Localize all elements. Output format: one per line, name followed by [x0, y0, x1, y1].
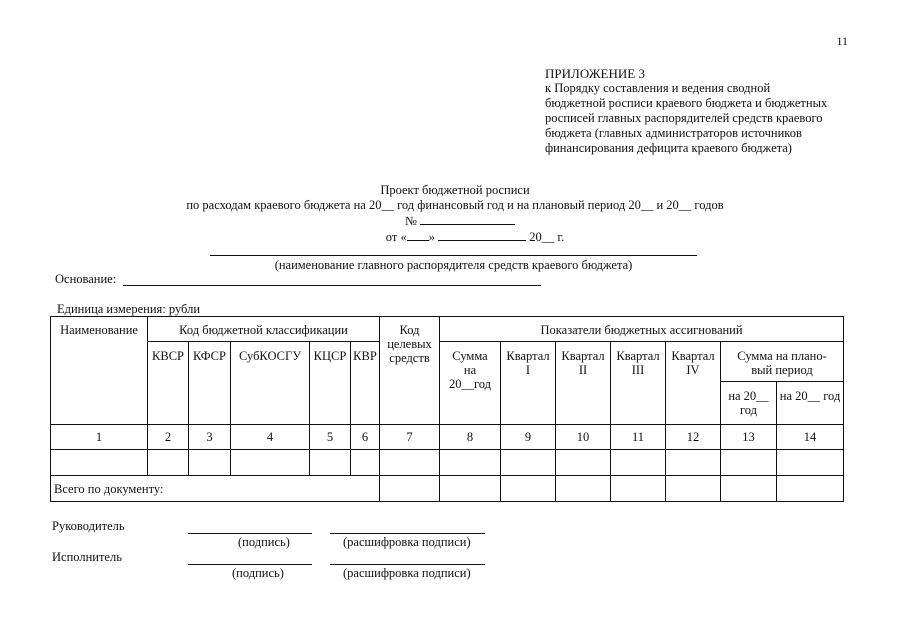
table-cell[interactable] [351, 450, 380, 476]
header-planned-period [721, 342, 844, 382]
header-target-code-text: Код целевых средств [387, 323, 432, 365]
table-cell[interactable] [556, 476, 611, 502]
header-sum-year-text: Сумма на 20__год [448, 349, 492, 391]
date-mid: » [428, 230, 435, 244]
number-field[interactable] [420, 213, 515, 225]
header-target-code [380, 317, 440, 425]
header-kcsr [310, 342, 351, 425]
header-quarter-2 [556, 342, 611, 425]
column-number: 10 [556, 425, 611, 450]
table-cell[interactable] [440, 450, 501, 476]
unit-label: Единица измерения: рубли [57, 302, 201, 316]
header-subkosgu-text: СубКОСГУ [238, 349, 302, 363]
document-number-line [150, 213, 760, 229]
column-number: 9 [501, 425, 556, 450]
table-cell[interactable] [231, 450, 310, 476]
budget-table [50, 316, 844, 502]
table-cell[interactable] [721, 450, 777, 476]
table-cell[interactable] [380, 476, 440, 502]
header-name-text: Наименование [60, 323, 138, 337]
appendix-line: бюджетной росписи краевого бюджета и бюджетных [545, 96, 828, 110]
table-cell[interactable] [189, 450, 231, 476]
appendix-title: ПРИЛОЖЕНИЕ 3 [545, 66, 645, 81]
header-code-group [148, 317, 380, 342]
table-cell[interactable] [556, 450, 611, 476]
header-planned-year-2-text: на 20__ год [779, 389, 841, 403]
appendix-line: к Порядку составления и ведения сводной [545, 81, 771, 95]
table-cell[interactable] [777, 476, 844, 502]
header-kvr-text: КВР [353, 349, 377, 363]
basis-line[interactable] [123, 285, 541, 286]
header-planned-year-1 [721, 382, 777, 425]
table-row [51, 450, 844, 476]
total-label-text: Всего по документу: [54, 482, 164, 496]
column-number: 14 [777, 425, 844, 450]
signature-decode-line-executor[interactable] [330, 564, 485, 565]
signature-role-executor: Исполнитель [52, 550, 122, 564]
header-kvsr-text: КВСР [152, 349, 184, 363]
sign-caption-executor: (подпись) [232, 566, 284, 580]
sign-caption-head: (подпись) [238, 535, 290, 549]
header-quarter-3-text: Квартал III [616, 349, 660, 377]
decode-caption-head: (расшифровка подписи) [343, 535, 471, 549]
table-cell[interactable] [611, 476, 666, 502]
header-planned-year-2 [777, 382, 844, 425]
appendix-line: финансирования дефицита краевого бюджета) [545, 141, 792, 155]
header-quarter-2-text: Квартал II [561, 349, 605, 377]
header-name [51, 317, 148, 425]
date-suffix: 20__ г. [529, 230, 565, 244]
header-kcsr-text: КЦСР [313, 349, 347, 363]
signature-line-executor[interactable] [188, 564, 312, 565]
column-number: 1 [51, 425, 148, 450]
table-cell[interactable] [440, 476, 501, 502]
appendix-block [545, 66, 865, 156]
table-cell[interactable] [501, 476, 556, 502]
header-quarter-1-text: Квартал I [506, 349, 550, 377]
table-cell[interactable] [380, 450, 440, 476]
number-label: № [404, 214, 417, 228]
table-cell[interactable] [310, 450, 351, 476]
document-title-block [150, 183, 760, 245]
header-quarter-4 [666, 342, 721, 425]
column-number: 13 [721, 425, 777, 450]
column-number: 12 [666, 425, 721, 450]
page-number: 11 [836, 34, 848, 48]
signature-role-head: Руководитель [52, 519, 125, 533]
header-quarter-4-text: Квартал IV [671, 349, 715, 377]
header-indicators-group [440, 317, 844, 342]
table-cell[interactable] [777, 450, 844, 476]
header-quarter-1 [501, 342, 556, 425]
document-title: Проект бюджетной росписи [380, 183, 530, 197]
header-sum-year [440, 342, 501, 425]
table-cell[interactable] [721, 476, 777, 502]
column-number: 4 [231, 425, 310, 450]
decode-caption-executor: (расшифровка подписи) [343, 566, 471, 580]
table-cell[interactable] [666, 450, 721, 476]
basis-label: Основание: [55, 272, 117, 286]
date-month-field[interactable] [438, 229, 526, 241]
total-row [51, 476, 844, 502]
table-cell[interactable] [51, 450, 148, 476]
appendix-line: росписей главных распорядителей средств краевого [545, 111, 823, 125]
document-date-line [150, 229, 760, 245]
column-number: 6 [351, 425, 380, 450]
header-subkosgu [231, 342, 310, 425]
table-cell[interactable] [501, 450, 556, 476]
header-quarter-3 [611, 342, 666, 425]
manager-name-line[interactable] [210, 255, 697, 256]
header-kvr [351, 342, 380, 425]
date-day-field[interactable] [407, 229, 429, 241]
header-kvsr [148, 342, 189, 425]
signature-line-head[interactable] [188, 533, 312, 534]
header-kfsr [189, 342, 231, 425]
header-code-group-text: Код бюджетной классификации [179, 323, 348, 337]
table-cell[interactable] [611, 450, 666, 476]
header-kfsr-text: КФСР [193, 349, 226, 363]
header-planned-period-text: Сумма на плано-вый период [737, 349, 827, 377]
column-number: 2 [148, 425, 189, 450]
document-subtitle: по расходам краевого бюджета на 20__ год финансовый год и на плановый период 20__ и 20__ годов [186, 198, 724, 212]
column-number: 7 [380, 425, 440, 450]
column-number: 11 [611, 425, 666, 450]
column-number: 8 [440, 425, 501, 450]
table-cell[interactable] [148, 450, 189, 476]
table-cell[interactable] [666, 476, 721, 502]
date-prefix: от « [385, 230, 407, 244]
total-label [51, 476, 380, 502]
appendix-line: бюджета (главных администраторов источников [545, 126, 802, 140]
manager-caption: (наименование главного распорядителя средств краевого бюджета) [274, 258, 633, 272]
column-number: 5 [310, 425, 351, 450]
column-numbers-row [51, 425, 844, 450]
signature-decode-line-head[interactable] [330, 533, 485, 534]
header-indicators-group-text: Показатели бюджетных ассигнований [540, 323, 743, 337]
header-planned-year-1-text: на 20__ год [728, 389, 769, 417]
column-number: 3 [189, 425, 231, 450]
